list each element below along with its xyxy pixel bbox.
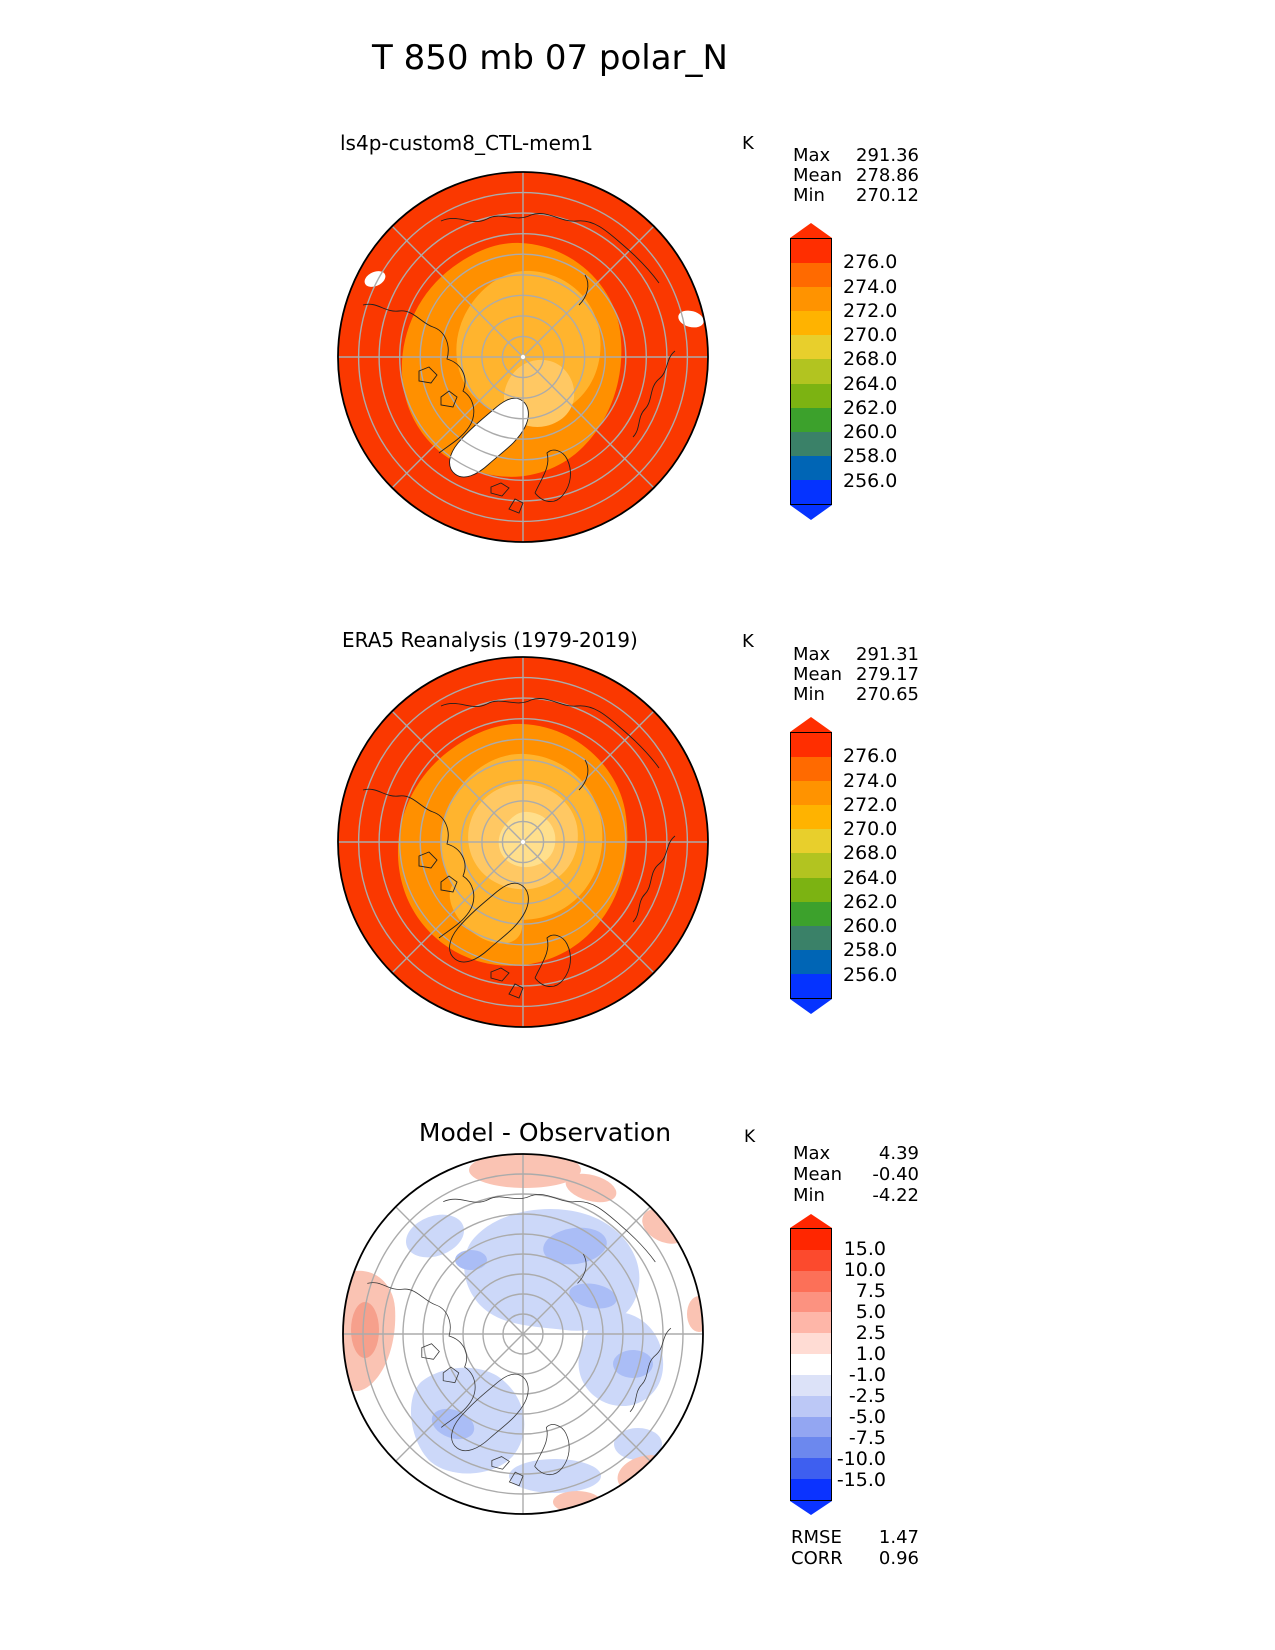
colorbar-band (791, 408, 831, 432)
colorbar-tick: 258.0 (843, 445, 898, 468)
colorbar-tick: -1.0 (848, 1363, 886, 1386)
panel3-units: K (744, 1127, 756, 1147)
blue-core (455, 1250, 487, 1270)
stat-row-mean (793, 166, 919, 186)
colorbar-band (791, 829, 831, 853)
metric-value: 1.47 (878, 1527, 919, 1548)
stat-label: Mean (793, 165, 843, 186)
colorbar-band (791, 384, 831, 408)
colorbar-band (791, 805, 831, 829)
stat-row-mean (793, 1164, 919, 1185)
colorbar-bands (790, 1228, 832, 1501)
colorbar-tick: 256.0 (843, 963, 898, 986)
stat-row-max (793, 645, 919, 665)
colorbar-band (791, 359, 831, 383)
colorbar-tick: 15.0 (843, 1237, 886, 1260)
stat-label: Max (793, 644, 831, 665)
panel1-colorbar-labels (843, 238, 903, 505)
stat-value: 4.39 (878, 1143, 919, 1164)
colorbar-band (791, 1354, 831, 1375)
panel2-colorbar-labels (843, 732, 903, 999)
colorbar-band (791, 1396, 831, 1417)
colorbar-tick: 270.0 (843, 818, 898, 841)
colorbar-tick: 1.0 (855, 1343, 886, 1365)
colorbar-extend-below (790, 999, 832, 1014)
panel1-title: ls4p-custom8_CTL-mem1 (340, 131, 594, 155)
colorbar-extend-below (790, 1501, 832, 1515)
colorbar-band (791, 432, 831, 456)
stat-label: Min (793, 1185, 825, 1206)
colorbar-tick: 262.0 (843, 396, 898, 419)
stat-value: 270.12 (856, 185, 919, 206)
colorbar-tick: 256.0 (843, 469, 898, 492)
colorbar-band (791, 1437, 831, 1458)
pole-dot (521, 355, 525, 359)
stat-value: 291.36 (856, 145, 919, 166)
colorbar-band (791, 853, 831, 877)
figure-title: T 850 mb 07 polar_N (372, 38, 728, 78)
colorbar-band (791, 239, 831, 263)
colorbar-tick: -10.0 (836, 1447, 886, 1470)
colorbar-band (791, 287, 831, 311)
pink-patch (687, 1296, 711, 1332)
stat-value: 270.65 (856, 684, 919, 705)
panel2-stats (793, 645, 919, 705)
colorbar-band (791, 733, 831, 757)
colorbar-tick: 10.0 (843, 1259, 886, 1281)
colorbar-tick: -7.5 (848, 1426, 886, 1449)
polar-map-model (323, 157, 723, 557)
stat-row-min (793, 186, 919, 206)
colorbar-tick: 272.0 (843, 299, 898, 322)
panel1-stats (793, 146, 919, 206)
colorbar-band (791, 1292, 831, 1313)
metric-label: RMSE (791, 1527, 842, 1548)
stat-value: -0.40 (872, 1164, 919, 1185)
colorbar-band (791, 1375, 831, 1396)
colorbar-tick: 264.0 (843, 866, 898, 889)
stat-value: 291.31 (856, 644, 919, 665)
stat-label: Min (793, 185, 825, 206)
stat-value: 278.86 (856, 165, 919, 186)
metric-row-rmse (791, 1527, 919, 1548)
colorbar-band (791, 1417, 831, 1438)
colorbar-band (791, 781, 831, 805)
metric-row-corr (791, 1548, 919, 1569)
colorbar-tick: 260.0 (843, 421, 898, 444)
colorbar-tick: 274.0 (843, 275, 898, 298)
panel3-title: Model - Observation (418, 1118, 672, 1147)
colorbar-band (791, 974, 831, 998)
panel2-colorbar (790, 717, 832, 1014)
colorbar-tick: 268.0 (843, 348, 898, 371)
colorbar-bands (790, 732, 832, 999)
colorbar-extend-above (790, 223, 832, 238)
colorbar-tick: 276.0 (843, 251, 898, 274)
colorbar-extend-above (790, 1214, 832, 1228)
panel2-units: K (742, 631, 754, 652)
colorbar-band (791, 335, 831, 359)
colorbar-tick: -2.5 (848, 1384, 886, 1407)
stat-row-min (793, 1185, 919, 1206)
colorbar-band (791, 1229, 831, 1250)
stat-row-max (793, 1143, 919, 1164)
stat-label: Mean (793, 1164, 843, 1185)
colorbar-extend-below (790, 505, 832, 520)
colorbar-band (791, 757, 831, 781)
pole-dot (521, 840, 525, 844)
colorbar-tick: 5.0 (855, 1300, 886, 1323)
colorbar-band (791, 1458, 831, 1479)
panel1-units: K (742, 133, 754, 154)
stat-value: -4.22 (872, 1185, 919, 1206)
panel3-colorbar (790, 1214, 832, 1515)
colorbar-tick: 2.5 (855, 1322, 886, 1344)
colorbar-tick: -15.0 (836, 1469, 886, 1491)
colorbar-tick: 268.0 (843, 842, 898, 865)
colorbar-band (791, 1250, 831, 1271)
panel3-colorbar-labels (836, 1228, 886, 1501)
colorbar-band (791, 263, 831, 287)
colorbar-band (791, 1333, 831, 1354)
colorbar-tick: 276.0 (843, 745, 898, 768)
colorbar-tick: -5.0 (848, 1406, 886, 1428)
colorbar-tick: 264.0 (843, 372, 898, 395)
panel3-metrics (791, 1527, 919, 1569)
stat-label: Mean (793, 664, 843, 685)
colorbar-extend-above (790, 717, 832, 732)
stat-value: 279.17 (856, 664, 919, 685)
colorbar-tick: 258.0 (843, 939, 898, 962)
colorbar-tick: 262.0 (843, 890, 898, 913)
stat-label: Max (793, 1143, 831, 1164)
stat-row-max (793, 146, 919, 166)
panel1-colorbar (790, 223, 832, 520)
colorbar-band (791, 311, 831, 335)
stat-label: Max (793, 145, 831, 166)
polar-map-diff (333, 1144, 713, 1524)
colorbar-band (791, 480, 831, 504)
colorbar-band (791, 878, 831, 902)
colorbar-tick: 274.0 (843, 769, 898, 792)
panel2-title: ERA5 Reanalysis (1979-2019) (342, 628, 638, 652)
metric-label: CORR (791, 1548, 843, 1569)
stat-label: Min (793, 684, 825, 705)
stat-row-mean (793, 665, 919, 685)
stat-row-min (793, 685, 919, 705)
metric-value: 0.96 (878, 1548, 919, 1569)
colorbar-bands (790, 238, 832, 505)
colorbar-band (791, 456, 831, 480)
colorbar-band (791, 902, 831, 926)
colorbar-band (791, 926, 831, 950)
colorbar-band (791, 1271, 831, 1292)
polar-map-obs (323, 642, 723, 1042)
colorbar-tick: 272.0 (843, 793, 898, 816)
colorbar-band (791, 1312, 831, 1333)
colorbar-tick: 270.0 (843, 324, 898, 347)
colorbar-tick: 260.0 (843, 915, 898, 938)
colorbar-band (791, 950, 831, 974)
colorbar-tick: 7.5 (855, 1280, 886, 1302)
panel3-stats (793, 1143, 919, 1206)
map3-graticule (343, 1154, 703, 1514)
colorbar-band (791, 1479, 831, 1500)
